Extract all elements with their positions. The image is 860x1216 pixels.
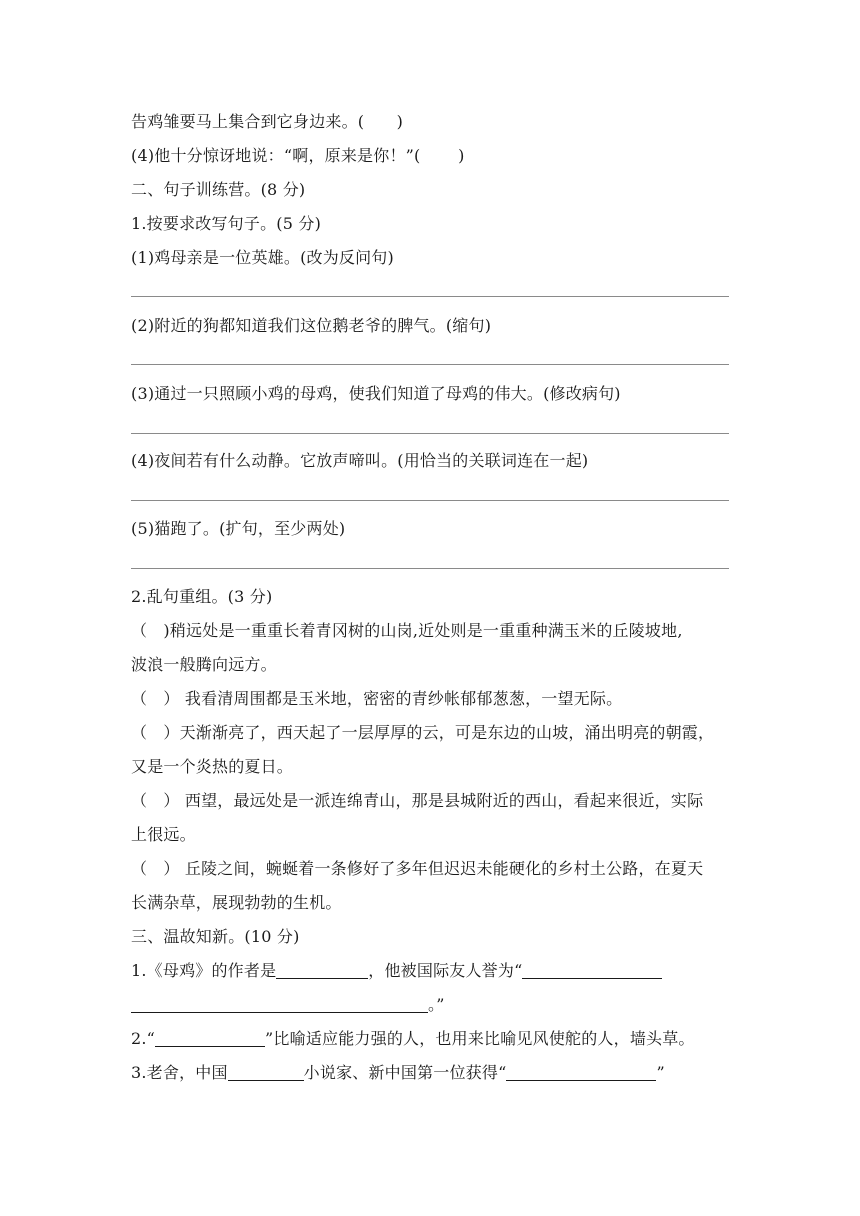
question-text: 。” — [428, 995, 445, 1014]
fill-blank[interactable] — [276, 962, 368, 979]
answer-line[interactable] — [131, 364, 729, 365]
question-item: (5)猫跑了。(扩句，至少两处) — [131, 519, 346, 538]
question-text: ，他被国际友人誉为“ — [368, 961, 523, 980]
reorder-sentence: （ ）天渐渐亮了，西天起了一层厚厚的云，可是东边的山坡，涌出明亮的朝霞， — [131, 723, 715, 742]
question-heading: 1.按要求改写句子。(5 分) — [131, 214, 322, 233]
reorder-sentence-cont: 长满杂草，展现勃勃的生机。 — [131, 893, 342, 912]
answer-line[interactable] — [131, 296, 729, 297]
text-line: (4)他十分惊讶地说：“啊，原来是你！”( ) — [131, 146, 465, 165]
question-text: 3.老舍，中国 — [131, 1063, 228, 1082]
reorder-sentence: （ ） 我看清周围都是玉米地，密密的青纱帐郁郁葱葱，一望无际。 — [131, 689, 623, 708]
fill-blank[interactable] — [506, 1064, 656, 1081]
question-item: (3)通过一只照顾小鸡的母鸡，使我们知道了母鸡的伟大。(修改病句) — [131, 384, 621, 403]
section-heading: 二、句子训练营。(8 分) — [131, 180, 306, 199]
question-text: ”比喻适应能力强的人，也用来比喻见风使舵的人，墙头草。 — [265, 1029, 695, 1048]
fill-blank[interactable] — [522, 962, 662, 979]
reorder-sentence: （ ） 西望，最远处是一派连绵青山，那是县城附近的西山，看起来很近，实际 — [131, 791, 704, 810]
answer-line[interactable] — [131, 433, 729, 434]
fill-blank[interactable] — [228, 1064, 304, 1081]
reorder-sentence: （ ） 丘陵之间，蜿蜒着一条修好了多年但迟迟未能硬化的乡村土公路，在夏天 — [131, 859, 704, 878]
section-heading: 三、温故知新。(10 分) — [131, 927, 300, 946]
fill-blank[interactable] — [155, 1030, 265, 1047]
reorder-sentence: （ )稍远处是一重重长着青冈树的山岗,近处则是一重重种满玉米的丘陵坡地, — [131, 621, 683, 640]
fill-question-3 — [131, 1063, 731, 1083]
text-line: 告鸡雏要马上集合到它身边来。( ) — [131, 112, 404, 131]
fill-question-1 — [131, 961, 731, 981]
reorder-sentence-cont: 又是一个炎热的夏日。 — [131, 757, 294, 776]
question-item: (2)附近的狗都知道我们这位鹅老爷的脾气。(缩句) — [131, 316, 492, 335]
question-item: (1)鸡母亲是一位英雄。(改为反问句) — [131, 248, 394, 267]
question-heading: 2.乱句重组。(3 分) — [131, 587, 273, 606]
answer-line[interactable] — [131, 500, 729, 501]
question-text: 2.“ — [131, 1029, 156, 1048]
question-text: ” — [656, 1063, 665, 1082]
fill-blank[interactable] — [131, 996, 428, 1013]
fill-question-2 — [131, 1029, 731, 1049]
question-item: (4)夜间若有什么动静。它放声啼叫。(用恰当的关联词连在一起) — [131, 451, 589, 470]
question-text: 1.《母鸡》的作者是 — [131, 961, 277, 980]
reorder-sentence-cont: 上很远。 — [131, 825, 196, 844]
fill-question-1-cont — [131, 995, 731, 1015]
reorder-sentence-cont: 波浪一般腾向远方。 — [131, 655, 277, 674]
question-text: 小说家、新中国第一位获得“ — [303, 1063, 507, 1082]
answer-line[interactable] — [131, 568, 729, 569]
